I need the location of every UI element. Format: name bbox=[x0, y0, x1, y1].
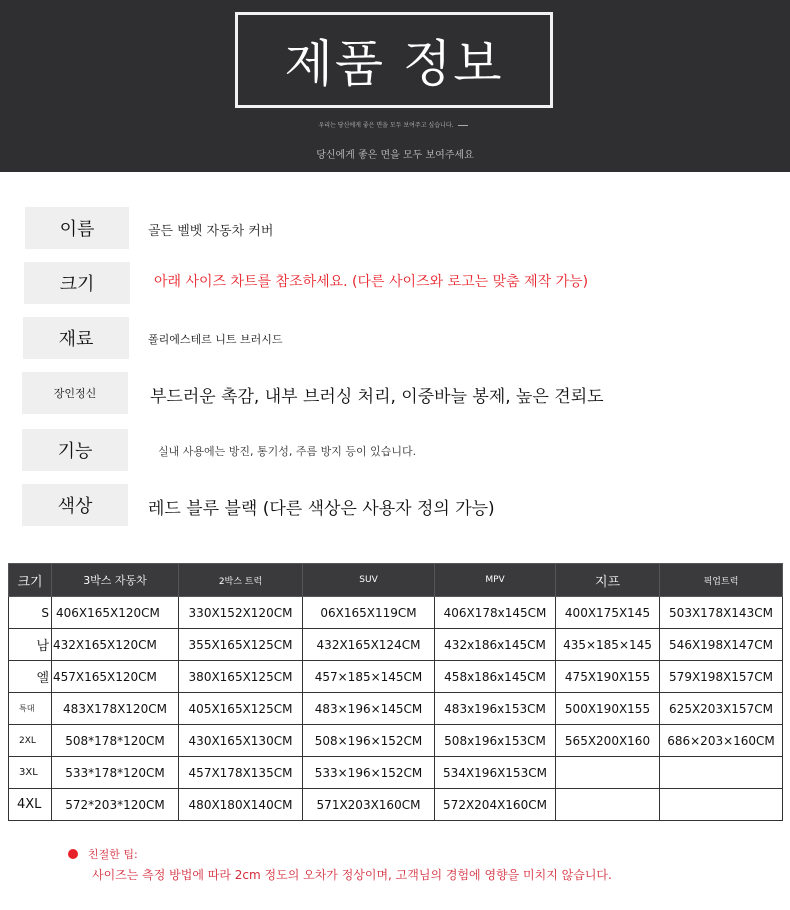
table-cell: 405X165X125CM bbox=[179, 693, 303, 725]
table-row bbox=[9, 693, 783, 725]
table-cell: 06X165X119CM bbox=[303, 597, 435, 629]
column-header: 픽업트럭 bbox=[660, 564, 783, 597]
spec-row-function bbox=[22, 429, 762, 473]
table-cell: 458x186x145CM bbox=[435, 661, 556, 693]
table-cell: 565X200X160 bbox=[556, 725, 660, 757]
table-cell bbox=[556, 789, 660, 821]
tip-text: 사이즈는 측정 방법에 따라 2cm 정도의 오차가 정상이며, 고객님의 경험에 영향을 미치지 않습니다. bbox=[92, 868, 612, 882]
size-cell: 2XL bbox=[9, 725, 52, 757]
table-cell: 572X204X160CM bbox=[435, 789, 556, 821]
column-header: 크기 bbox=[9, 564, 52, 597]
column-header: 3박스 자동차 bbox=[52, 564, 179, 597]
tiny-subtitle-line bbox=[0, 120, 790, 129]
spec-value: 레드 블루 블랙 (다른 색상은 사용자 정의 가능) bbox=[148, 498, 495, 519]
table-cell: 483x196x153CM bbox=[435, 693, 556, 725]
table-cell: 435×185×145 bbox=[556, 629, 660, 661]
table-cell: 571X203X160CM bbox=[303, 789, 435, 821]
column-header: 2박스 트럭 bbox=[179, 564, 303, 597]
table-cell: 686×203×160CM bbox=[660, 725, 783, 757]
spec-label: 이름 bbox=[25, 207, 129, 249]
table-cell: 430X165X130CM bbox=[179, 725, 303, 757]
table-cell: 533×196×152CM bbox=[303, 757, 435, 789]
table-cell: 432X165X120CM bbox=[52, 629, 179, 661]
table-cell: 483X178X120CM bbox=[52, 693, 179, 725]
table-cell: 457×185×145CM bbox=[303, 661, 435, 693]
table-cell: 546X198X147CM bbox=[660, 629, 783, 661]
spec-row-color bbox=[22, 484, 762, 528]
table-cell: 508x196x153CM bbox=[435, 725, 556, 757]
table-cell: 380X165X125CM bbox=[179, 661, 303, 693]
page-title: 제품 정보 bbox=[284, 35, 504, 93]
spec-value: 아래 사이즈 차트를 참조하세요. (다른 사이즈와 로고는 맞춤 제작 가능) bbox=[154, 274, 589, 290]
size-cell: 엘 bbox=[9, 661, 52, 693]
table-cell: 406X178x145CM bbox=[435, 597, 556, 629]
banner-subtitle: 당신에게 좋은 면을 모두 보여주세요 bbox=[316, 150, 474, 161]
tip-title: 친절한 팁: bbox=[88, 848, 138, 861]
table-row bbox=[9, 661, 783, 693]
table-cell: 406X165X120CM bbox=[52, 597, 179, 629]
table-cell: 483×196×145CM bbox=[303, 693, 435, 725]
table-cell: 503X178X143CM bbox=[660, 597, 783, 629]
spec-value: 골든 벨벳 자동차 커버 bbox=[148, 223, 274, 239]
size-cell: 4XL bbox=[9, 789, 52, 821]
spec-value: 실내 사용에는 방진, 통기성, 주름 방지 등이 있습니다. bbox=[158, 445, 417, 458]
column-header: SUV bbox=[303, 564, 435, 597]
table-cell: 432X165X124CM bbox=[303, 629, 435, 661]
table-row bbox=[9, 597, 783, 629]
spec-row-size bbox=[22, 262, 762, 306]
table-cell: 355X165X125CM bbox=[179, 629, 303, 661]
spec-label: 색상 bbox=[22, 484, 128, 526]
table-cell: 400X175X145 bbox=[556, 597, 660, 629]
table-cell: 475X190X155 bbox=[556, 661, 660, 693]
spec-row-craft bbox=[22, 372, 762, 416]
table-cell bbox=[556, 757, 660, 789]
table-cell: 579X198X157CM bbox=[660, 661, 783, 693]
table-cell: 432x186x145CM bbox=[435, 629, 556, 661]
spec-label: 장인정신 bbox=[22, 372, 128, 414]
table-cell: 508×196×152CM bbox=[303, 725, 435, 757]
table-cell: 457X178X135CM bbox=[179, 757, 303, 789]
table-cell: 330X152X120CM bbox=[179, 597, 303, 629]
table-cell: 480X180X140CM bbox=[179, 789, 303, 821]
column-header: MPV bbox=[435, 564, 556, 597]
size-cell: 3XL bbox=[9, 757, 52, 789]
bullet-dot-icon bbox=[68, 849, 78, 859]
spec-value: 폴리에스테르 니트 브러시드 bbox=[148, 333, 283, 346]
table-cell: 508*178*120CM bbox=[52, 725, 179, 757]
table-cell: 572*203*120CM bbox=[52, 789, 179, 821]
table-cell: 500X190X155 bbox=[556, 693, 660, 725]
size-cell: 특대 bbox=[9, 693, 52, 725]
table-cell: 625X203X157CM bbox=[660, 693, 783, 725]
table-header-row bbox=[9, 564, 783, 597]
spec-label: 크기 bbox=[24, 262, 130, 304]
table-row bbox=[9, 789, 783, 821]
spec-value: 부드러운 촉감, 내부 브러싱 처리, 이중바늘 봉제, 높은 견뢰도 bbox=[150, 386, 604, 407]
table-row bbox=[9, 757, 783, 789]
size-cell: 남 bbox=[9, 629, 52, 661]
spec-label: 기능 bbox=[22, 429, 128, 471]
spec-row-name bbox=[22, 207, 762, 251]
spec-row-material bbox=[22, 317, 762, 361]
table-row bbox=[9, 629, 783, 661]
table-cell: 534X196X153CM bbox=[435, 757, 556, 789]
table-cell bbox=[660, 757, 783, 789]
table-cell: 457X165X120CM bbox=[52, 661, 179, 693]
size-table bbox=[8, 563, 783, 821]
spec-label: 재료 bbox=[23, 317, 129, 359]
title-frame bbox=[235, 12, 553, 108]
table-cell: 533*178*120CM bbox=[52, 757, 179, 789]
size-cell: S bbox=[9, 597, 52, 629]
tiny-subtitle: 우리는 당신에게 좋은 면을 모두 보여주고 싶습니다. bbox=[318, 122, 454, 129]
column-header: 지프 bbox=[556, 564, 660, 597]
header-banner bbox=[0, 0, 790, 172]
table-cell bbox=[660, 789, 783, 821]
table-row bbox=[9, 725, 783, 757]
